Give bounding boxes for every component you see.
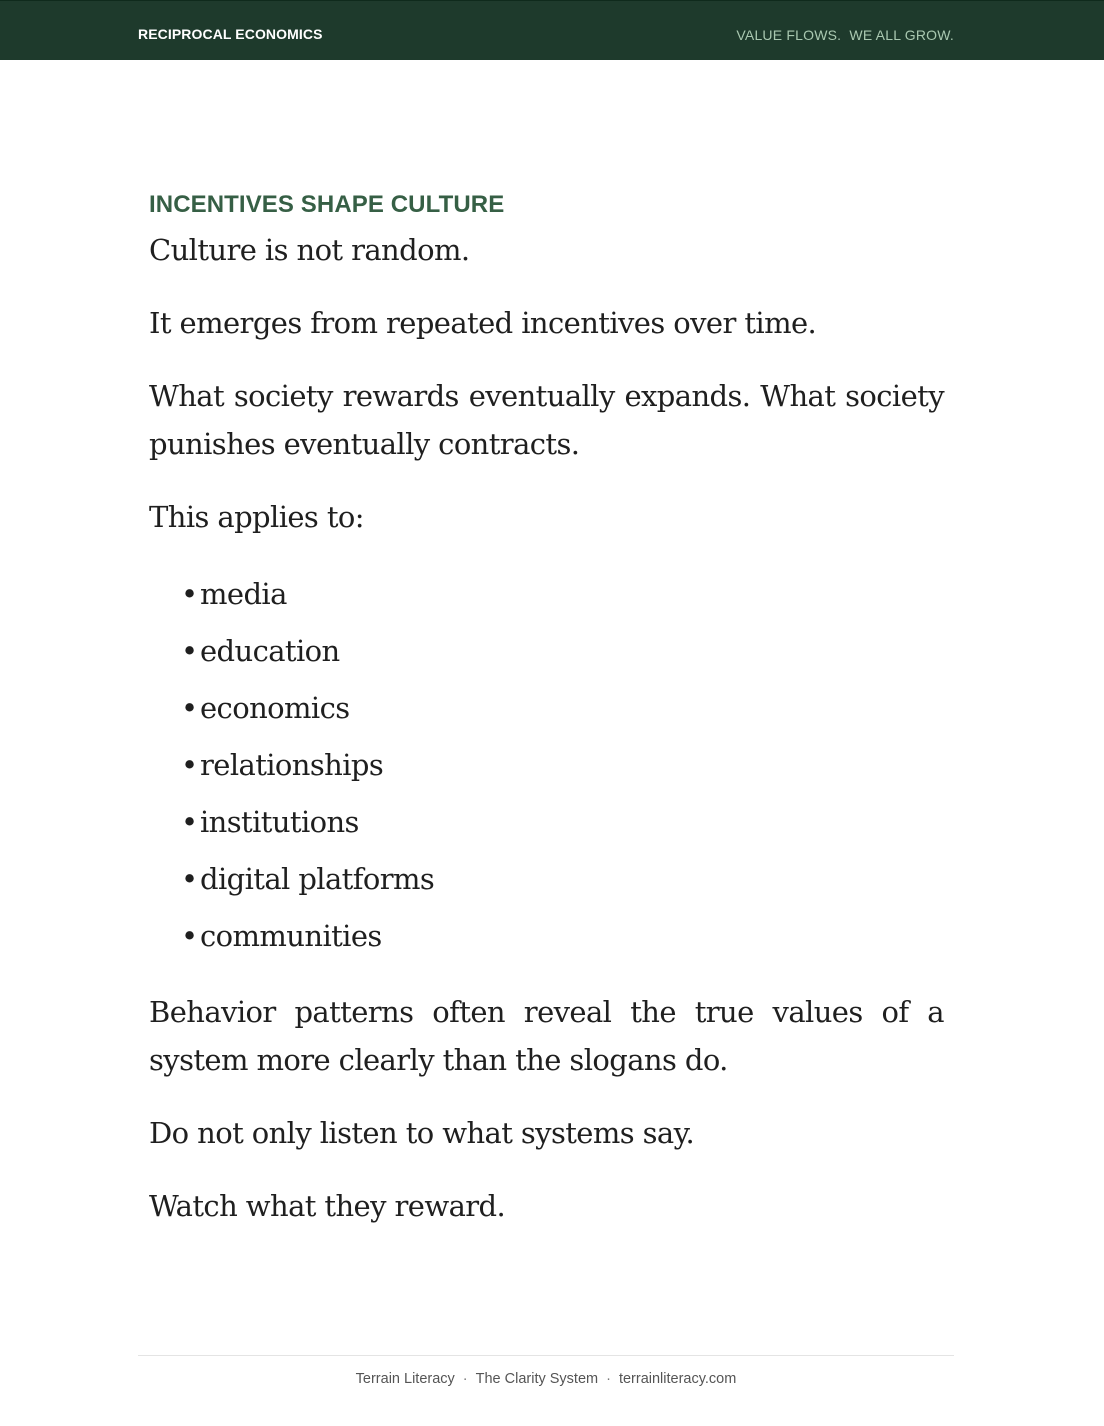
list-item-label: institutions <box>200 805 359 839</box>
footer-brand: Terrain Literacy <box>355 1371 455 1387</box>
list-item <box>181 851 944 908</box>
footer-separator: · <box>462 1371 468 1387</box>
list-item <box>181 680 944 737</box>
paragraph: This applies to: <box>149 500 364 534</box>
bullet-icon: • <box>181 691 198 725</box>
list-item <box>181 794 944 851</box>
list-item <box>181 566 944 623</box>
footer-website: terrainliteracy.com <box>618 1371 737 1387</box>
page-content <box>149 190 944 1255</box>
footer-divider <box>138 1355 954 1356</box>
bullet-icon: • <box>181 919 198 953</box>
applies-to-list <box>149 566 944 965</box>
list-item-label: education <box>200 634 340 668</box>
footer-separator: · <box>606 1371 611 1387</box>
list-item-label: economics <box>200 691 350 725</box>
list-item-label: media <box>200 577 287 611</box>
paragraph: Watch what they reward. <box>149 1189 506 1223</box>
paragraph: What society rewards eventually expands. What society punishes eventually contracts. <box>149 379 944 461</box>
top-bar <box>0 0 1104 60</box>
section-title: INCENTIVES SHAPE CULTURE <box>149 191 505 218</box>
bullet-icon: • <box>181 634 198 668</box>
list-item-label: communities <box>200 919 382 953</box>
paragraph: Do not only listen to what systems say. <box>149 1116 695 1150</box>
bullet-icon: • <box>181 862 198 896</box>
list-item-label: relationships <box>200 748 384 782</box>
paragraph: It emerges from repeated incentives over time. <box>149 306 817 340</box>
footer <box>0 1371 1092 1387</box>
list-item <box>181 737 944 794</box>
list-item <box>181 623 944 680</box>
bullet-icon: • <box>181 805 198 839</box>
tagline: VALUE FLOWS. WE ALL GROW. <box>736 27 954 43</box>
bullet-icon: • <box>181 748 198 782</box>
list-item-label: digital platforms <box>200 862 435 896</box>
footer-system-name: The Clarity System <box>475 1371 599 1387</box>
list-item <box>181 908 944 965</box>
brand-name: RECIPROCAL ECONOMICS <box>138 26 323 42</box>
bullet-icon: • <box>181 577 198 611</box>
paragraph: Culture is not random. <box>149 233 470 267</box>
paragraph: Behavior patterns often reveal the true values of a system more clearly than the slogans do. <box>149 995 944 1077</box>
